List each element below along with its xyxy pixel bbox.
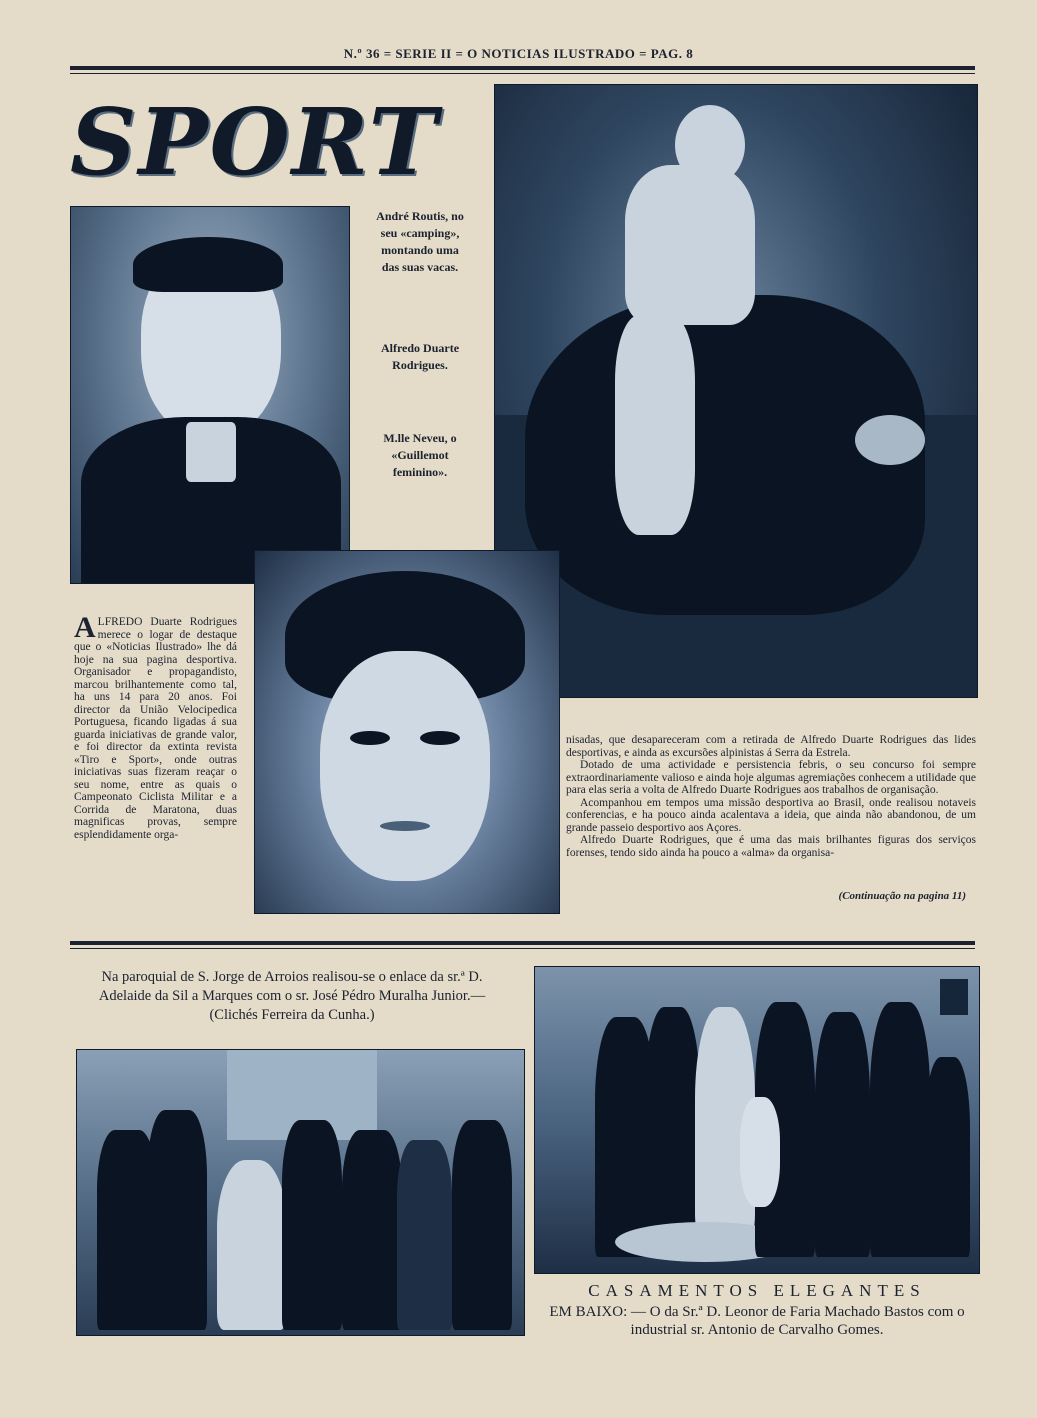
section-title: SPORT	[70, 88, 440, 196]
article-dropcap: A	[74, 616, 96, 644]
caption-neveu: M.lle Neveu, o «Guillemot feminino».	[383, 431, 457, 479]
section-rule-thin	[70, 948, 975, 949]
article-column-2	[566, 734, 976, 859]
photo-alfredo-duarte-rodrigues	[70, 206, 350, 584]
header-rule	[70, 66, 975, 70]
article-col2-p1: nisadas, que desapareceram com a retirada de Alfredo Duarte Rodrigues das lides desportivas, e ainda as excursões alpinistas á Serra da Estrela.	[566, 734, 976, 759]
caption-rodrigues: Alfredo Duarte Rodrigues.	[380, 341, 460, 372]
article-col2-p3: Acompanhou em tempos uma missão desportiva ao Brasil, onde realisou notaveis conferencias, e ha pouco ainda acalentava a ideia, que ainda não abandonou, de um grande passeio desportivo aos Açores.	[566, 796, 976, 834]
wedding-right-caption: EM BAIXO: — O da Sr.ª D. Leonor de Faria Machado Bastos com o industrial sr. Antonio de Carvalho Gomes.	[549, 1304, 965, 1338]
page-header: N.º 36 = SERIE II = O NOTICIAS ILUSTRADO = PAG. 8	[343, 46, 694, 61]
article-continuation: (Continuação na pagina 11)	[838, 890, 966, 902]
photo-mlle-neveu	[254, 550, 560, 914]
wedding-right-title: CASAMENTOS ELEGANTES	[588, 1281, 926, 1300]
section-rule	[70, 941, 975, 945]
photo-wedding-bastos	[534, 966, 980, 1274]
article-col1-text: LFREDO Duarte Rodrigues merece o logar de destaque que o «Noticias Ilustrado» lhe dá hoje na sua pagina desportiva. Organisador e propagandisto, marcou brilhantemente como tal, ha uns 14 para 20 anos. Foi director da União Velocipedica Portuguesa, ficando ligadas á sua guarda iniciativas de grande valor, e foi director da extinta revista «Tiro e Sport», onde outras iniciativas suas fizeram reaçar o seu nome, entre as quais o Campeonato Ciclista Militar e a Corrida de Maratona, duas magnificas provas, sempre esplendidamente orga-	[74, 616, 237, 841]
article-column-1	[74, 616, 237, 912]
photo-wedding-arroios	[76, 1049, 525, 1336]
header-rule-thin	[70, 73, 975, 74]
photo-routis-cow	[494, 84, 978, 698]
wedding-left-caption: Na paroquial de S. Jorge de Arroios realisou-se o enlace da sr.ª D. Adelaide da Sil a Marques com o sr. José Pédro Muralha Junior.—(Clichés Ferreira da Cunha.)	[98, 969, 486, 1023]
article-col2-p2: Dotado de uma actividade e persistencia febris, o seu concurso foi sempre extraordinariamente valioso e ainda hoje algumas agremiações conhecem a utilidade que para elas seria a volta de Alfredo Duarte Rodrigues aos trabalhos de organisação.	[566, 759, 976, 796]
caption-routis: André Routis, no seu «camping», montando uma das suas vacas.	[376, 209, 464, 274]
article-col2-p4: Alfredo Duarte Rodrigues, que é uma das mais brilhantes figuras dos serviços forenses, tendo sido ainda ha pouco a «alma» da organisa-	[566, 834, 976, 859]
